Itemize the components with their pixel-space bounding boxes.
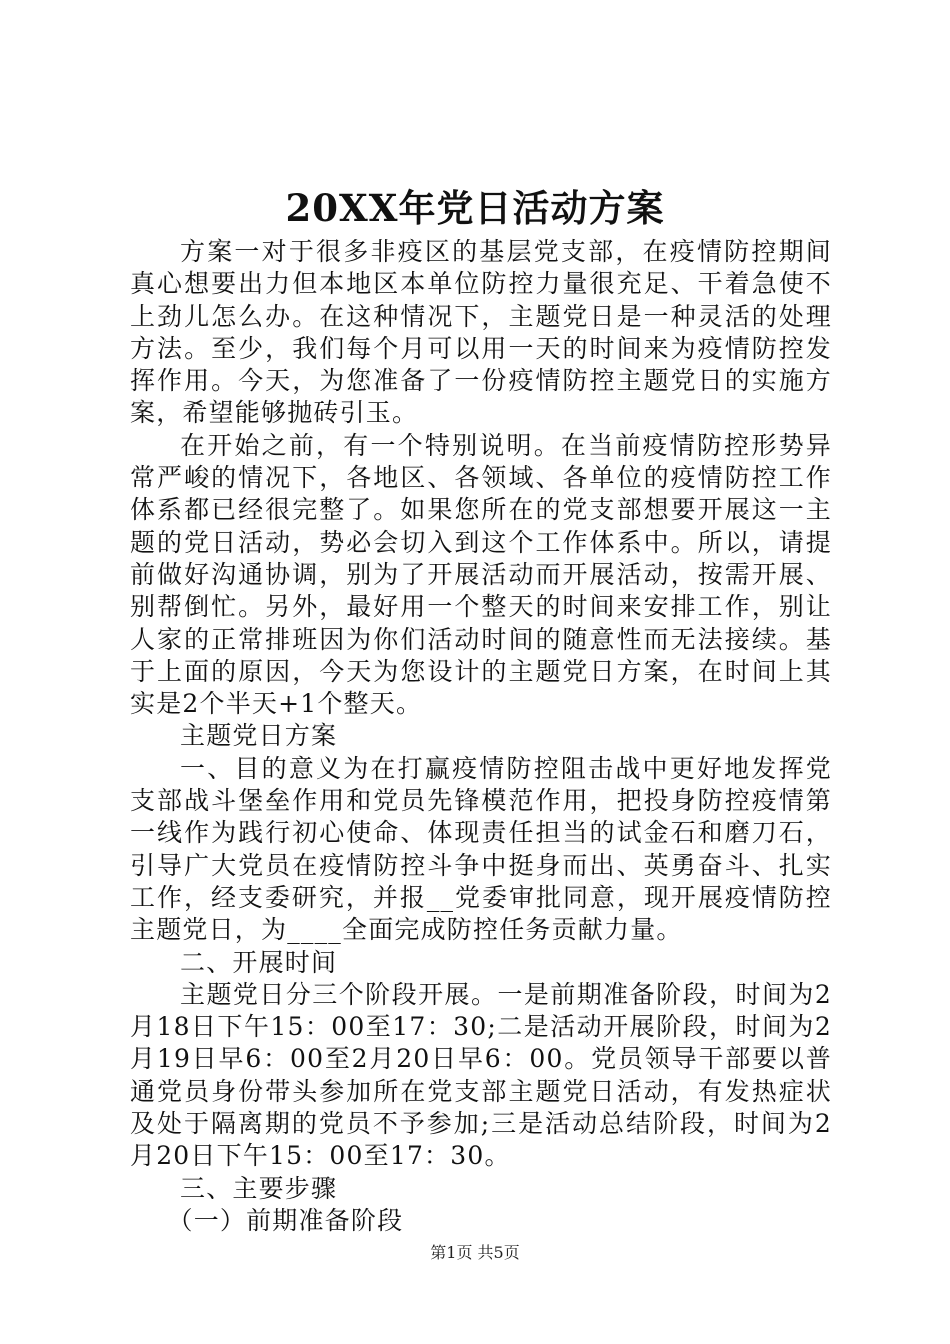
section-heading-steps: 三、主要步骤 [180, 1173, 338, 1203]
subsection-heading-preparation: （一）前期准备阶段 [167, 1205, 404, 1235]
section-heading-plan: 主题党日方案 [180, 721, 338, 751]
section-heading-time: 二、开展时间 [180, 947, 338, 977]
document-body [130, 236, 832, 1237]
paragraph-purpose: 一、目的意义为在打赢疫情防控阻击战中更好地发挥党支部战斗堡垒作用和党员先锋模范作用，把投身防控疫情第一线作为践行初心使命、体现责任担当的试金石和磨刀石，引导广大党员在疫情防控斗争中挺身而出、英勇奋斗、扎实工作，经支委研究，并报__党委审批同意，现开展疫情防控主题党日，为____全面完成防控任务贡献力量。 [130, 753, 832, 945]
paragraph-schedule: 主题党日分三个阶段开展。一是前期准备阶段，时间为2月18日下午15：00至17：30;二是活动开展阶段，时间为2月19日早6：00至2月20日早6：00。党员领导干部要以普通党员身份带头参加所在党支部主题党日活动，有发热症状及处于隔离期的党员不予参加;三是活动总结阶段，时间为2月20日下午15：00至17：30。 [130, 979, 832, 1171]
document-title: 20XX年党日活动方案 [285, 186, 665, 230]
page-footer: 第1页 共5页 [430, 1243, 520, 1262]
paragraph-special-note: 在开始之前，有一个特别说明。在当前疫情防控形势异常严峻的情况下，各地区、各领域、各单位的疫情防控工作体系都已经很完整了。如果您所在的党支部想要开展这一主题的党日活动，势必会切入到这个工作体系中。所以，请提前做好沟通协调，别为了开展活动而开展活动，按需开展、别帮倒忙。另外，最好用一个整天的时间来安排工作，别让人家的正常排班因为你们活动时间的随意性而无法接续。基于上面的原因，今天为您设计的主题党日方案，在时间上其实是2个半天+1个整天。 [130, 430, 832, 719]
paragraph-intro: 方案一对于很多非疫区的基层党支部，在疫情防控期间真心想要出力但本地区本单位防控力量很充足、干着急使不上劲儿怎么办。在这种情况下，主题党日是一种灵活的处理方法。至少，我们每个月可以用一天的时间来为疫情防控发挥作用。今天，为您准备了一份疫情防控主题党日的实施方案，希望能够抛砖引玉。 [130, 237, 832, 428]
